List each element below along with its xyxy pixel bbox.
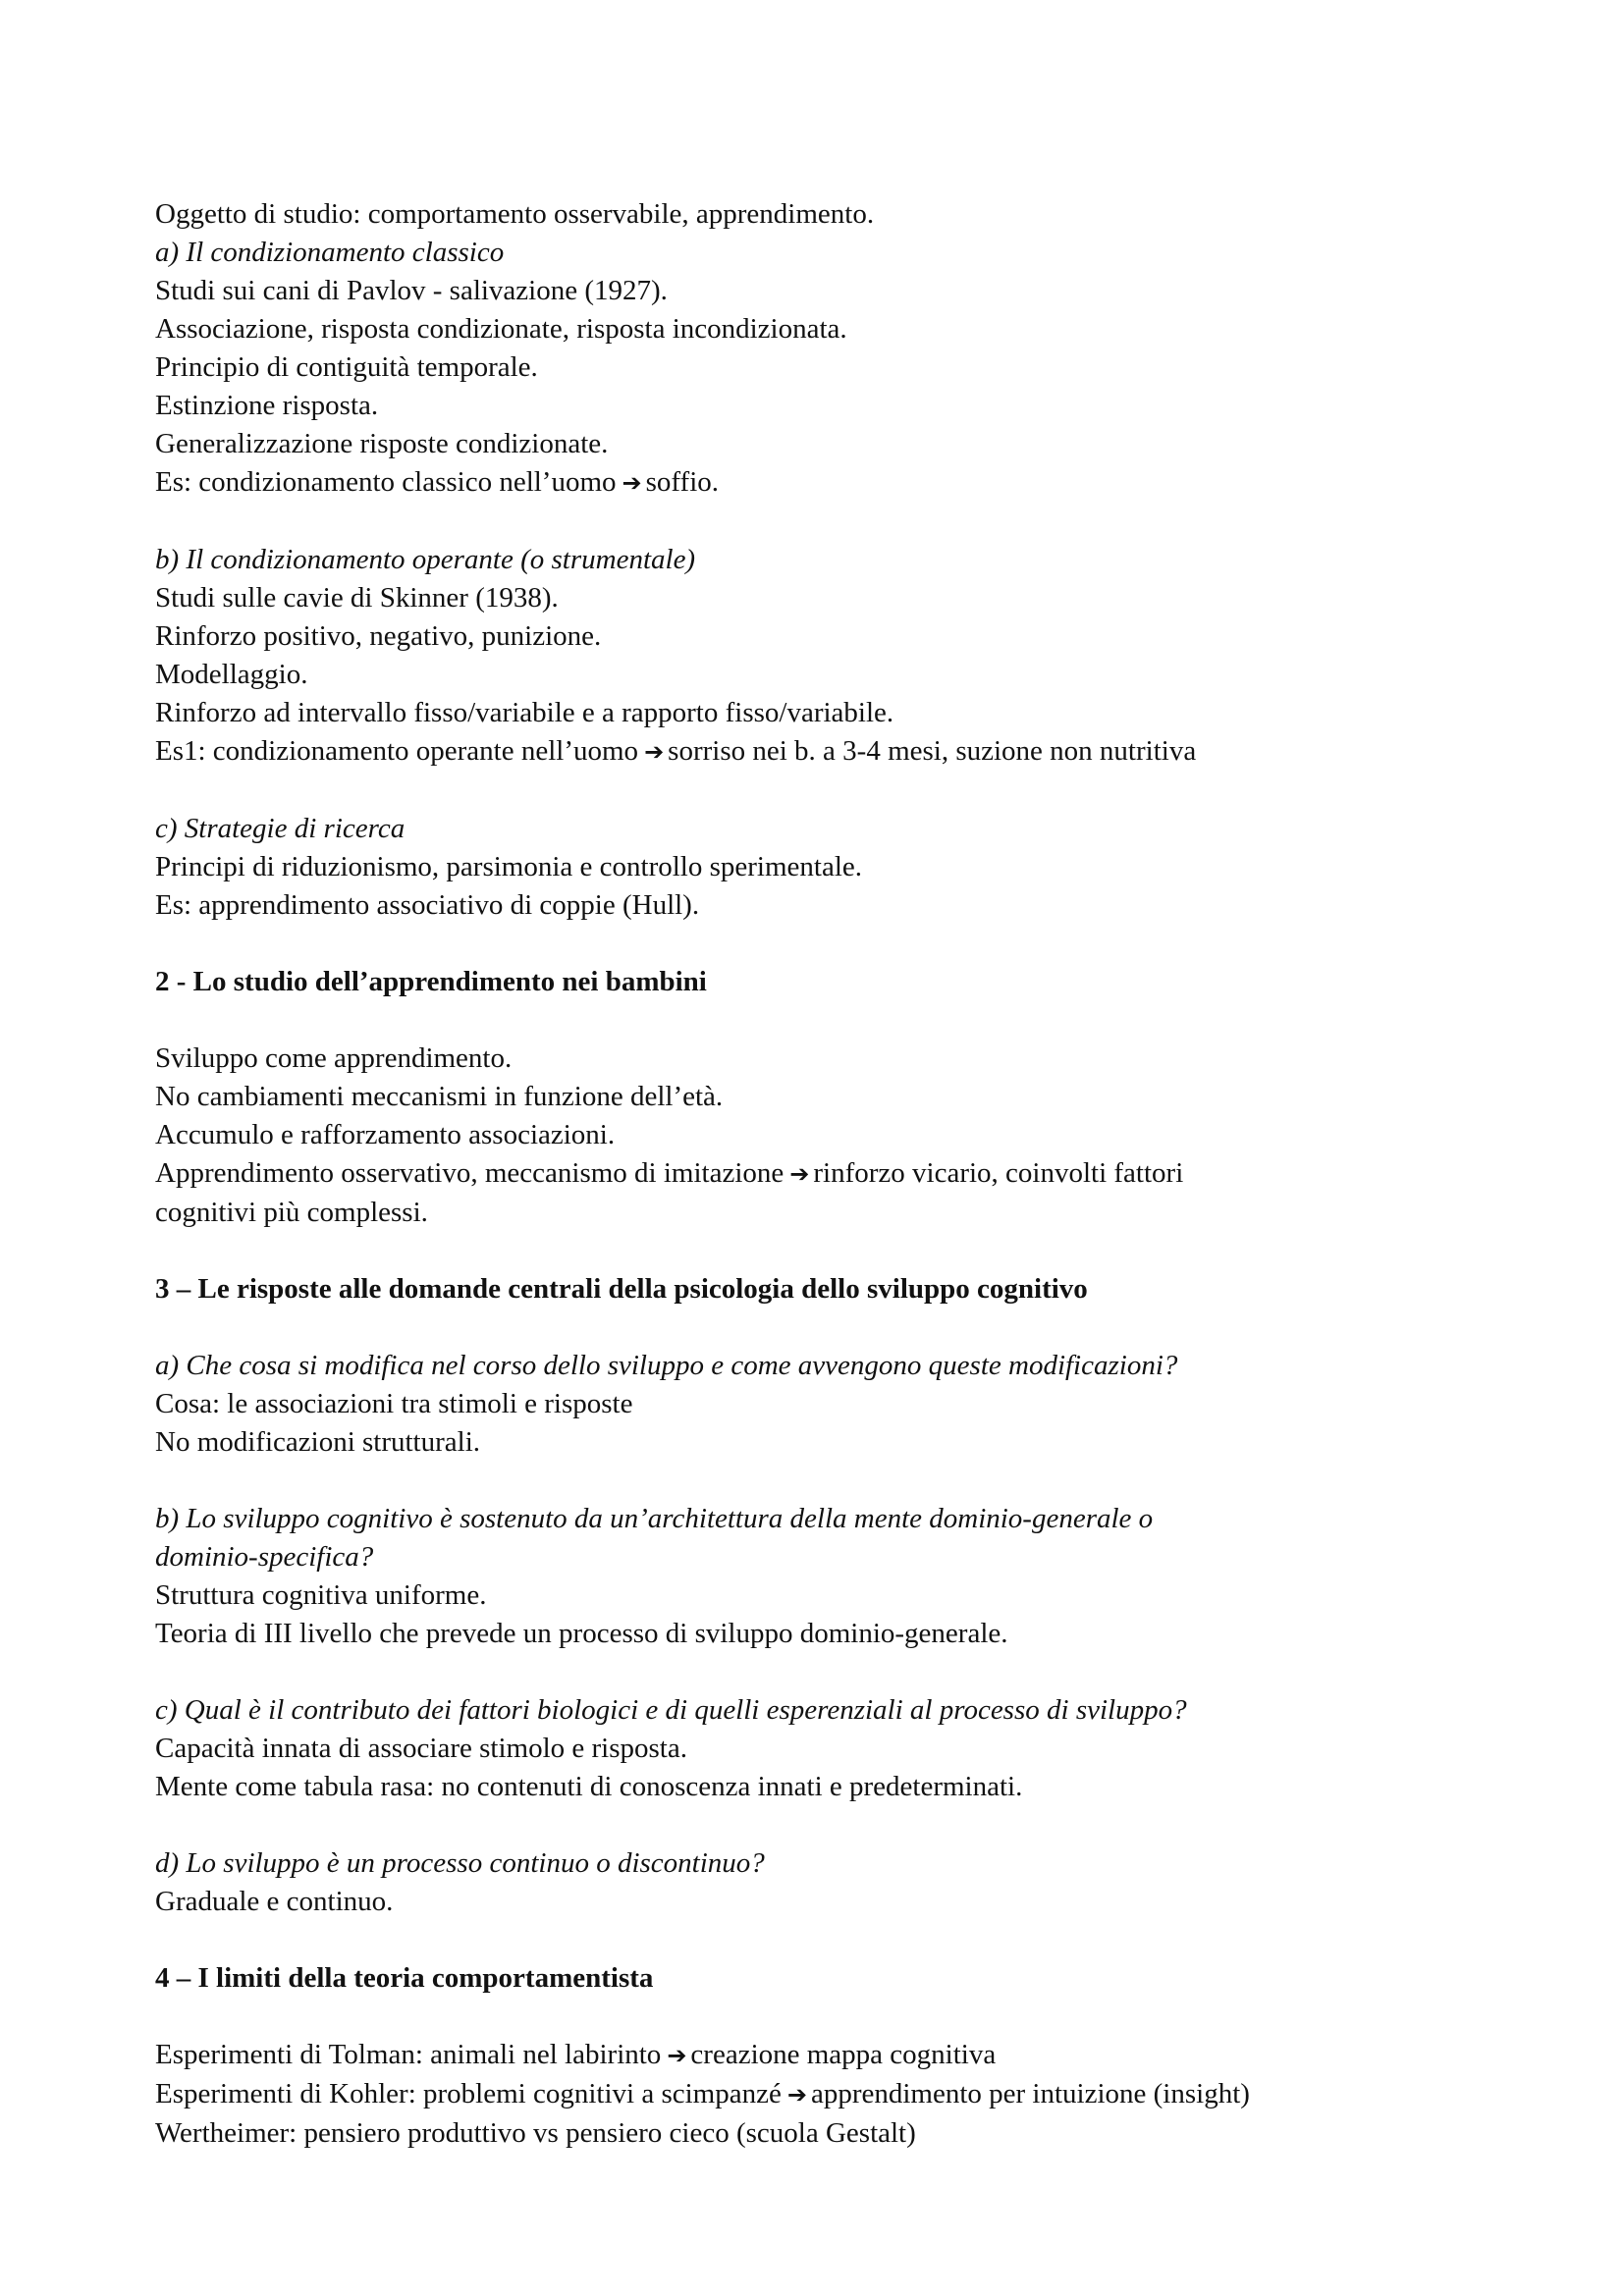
classical-line-2: Associazione, risposta condizionate, risposta incondizionata. — [155, 313, 847, 345]
spacer — [155, 1232, 1490, 1270]
answer-c-2: Mente come tabula rasa: no contenuti di conoscenza innati e predeterminati. — [155, 1771, 1023, 1802]
answer-a-1: Cosa: le associazioni tra stimoli e risposte — [155, 1388, 633, 1419]
kohler-result: apprendimento per intuizione (insight) — [810, 2078, 1250, 2109]
question-b-line-2: dominio-specifica? — [155, 1541, 374, 1573]
right-arrow-icon: ➔ — [786, 2081, 807, 2109]
operant-example-line — [155, 732, 1490, 772]
spacer — [155, 1001, 1490, 1040]
observational-learning-text: Apprendimento osservativo, meccanismo di imitazione — [155, 1157, 784, 1189]
spacer — [155, 772, 1490, 810]
research-line-2: Es: apprendimento associativo di coppie (Hull). — [155, 889, 700, 921]
operant-line-3: Modellaggio. — [155, 659, 308, 690]
operant-line-2: Rinforzo positivo, negativo, punizione. — [155, 620, 602, 652]
section-4-heading: 4 – I limiti della teoria comportamentista — [155, 1962, 654, 1994]
answer-d-1: Graduale e continuo. — [155, 1886, 394, 1917]
observational-learning-continuation: cognitivi più complessi. — [155, 1197, 428, 1228]
operant-example-result: sorriso nei b. a 3-4 mesi, suzione non nutritiva — [668, 735, 1197, 767]
spacer — [155, 1462, 1490, 1500]
spacer — [155, 925, 1490, 963]
classical-line-1: Studi sui cani di Pavlov - salivazione (1927). — [155, 275, 668, 306]
answer-a-2: No modificazioni strutturali. — [155, 1426, 481, 1458]
tolman-line — [155, 2036, 1490, 2075]
classical-line-4: Estinzione risposta. — [155, 390, 379, 421]
question-a: a) Che cosa si modifica nel corso dello sviluppo e come avvengono queste modificazioni? — [155, 1350, 1178, 1381]
spacer — [155, 1653, 1490, 1691]
operant-line-1: Studi sulle cavie di Skinner (1938). — [155, 582, 559, 614]
research-strategies-heading: c) Strategie di ricerca — [155, 813, 406, 844]
right-arrow-icon: ➔ — [644, 738, 665, 766]
answer-b-2: Teoria di III livello che prevede un processo di sviluppo dominio-generale. — [155, 1618, 1008, 1649]
object-of-study-line: Oggetto di studio: comportamento osservabile, apprendimento. — [155, 198, 875, 230]
wertheimer-line: Wertheimer: pensiero produttivo vs pensiero cieco (scuola Gestalt) — [155, 2117, 916, 2149]
spacer — [155, 1308, 1490, 1347]
right-arrow-icon: ➔ — [789, 1160, 810, 1188]
classical-conditioning-heading: a) Il condizionamento classico — [155, 237, 505, 268]
spacer — [155, 1921, 1490, 1959]
operant-example-text: Es1: condizionamento operante nell’uomo — [155, 735, 639, 767]
section-3-heading: 3 – Le risposte alle domande centrali della psicologia dello sviluppo cognitivo — [155, 1273, 1088, 1305]
operant-conditioning-heading: b) Il condizionamento operante (o strumentale) — [155, 544, 696, 575]
question-c: c) Qual è il contributo dei fattori biologici e di quelli esperenziali al processo di sviluppo? — [155, 1694, 1187, 1726]
kohler-text: Esperimenti di Kohler: problemi cognitivi a scimpanzé — [155, 2078, 782, 2109]
section-2-line-1: Sviluppo come apprendimento. — [155, 1042, 513, 1074]
tolman-text: Esperimenti di Tolman: animali nel labirinto — [155, 2039, 662, 2070]
operant-line-4: Rinforzo ad intervallo fisso/variabile e a rapporto fisso/variabile. — [155, 697, 894, 728]
section-2-line-2: No cambiamenti meccanismi in funzione dell’età. — [155, 1081, 724, 1112]
classical-line-3: Principio di contiguità temporale. — [155, 351, 538, 383]
section-2-heading: 2 - Lo studio dell’apprendimento nei bambini — [155, 966, 707, 997]
right-arrow-icon: ➔ — [667, 2042, 687, 2069]
answer-b-1: Struttura cognitiva uniforme. — [155, 1579, 487, 1611]
classical-example-line — [155, 463, 1490, 503]
tolman-result: creazione mappa cognitiva — [690, 2039, 997, 2070]
kohler-line — [155, 2075, 1490, 2114]
research-line-1: Principi di riduzionismo, parsimonia e controllo sperimentale. — [155, 851, 863, 882]
question-d: d) Lo sviluppo è un processo continuo o discontinuo? — [155, 1847, 765, 1879]
section-2-line-3: Accumulo e rafforzamento associazioni. — [155, 1119, 616, 1150]
classical-line-5: Generalizzazione risposte condizionate. — [155, 428, 609, 459]
classical-example-text: Es: condizionamento classico nell’uomo — [155, 466, 617, 498]
spacer — [155, 1998, 1490, 2036]
right-arrow-icon: ➔ — [622, 469, 642, 497]
answer-c-1: Capacità innata di associare stimolo e risposta. — [155, 1733, 687, 1764]
spacer — [155, 1806, 1490, 1844]
classical-example-result: soffio. — [645, 466, 720, 498]
question-b-line-1: b) Lo sviluppo cognitivo è sostenuto da un’architettura della mente dominio-generale o — [155, 1503, 1154, 1534]
spacer — [155, 503, 1490, 541]
observational-learning-result: rinforzo vicario, coinvolti fattori — [813, 1157, 1184, 1189]
document-page — [155, 195, 1490, 2153]
observational-learning-line — [155, 1154, 1490, 1194]
